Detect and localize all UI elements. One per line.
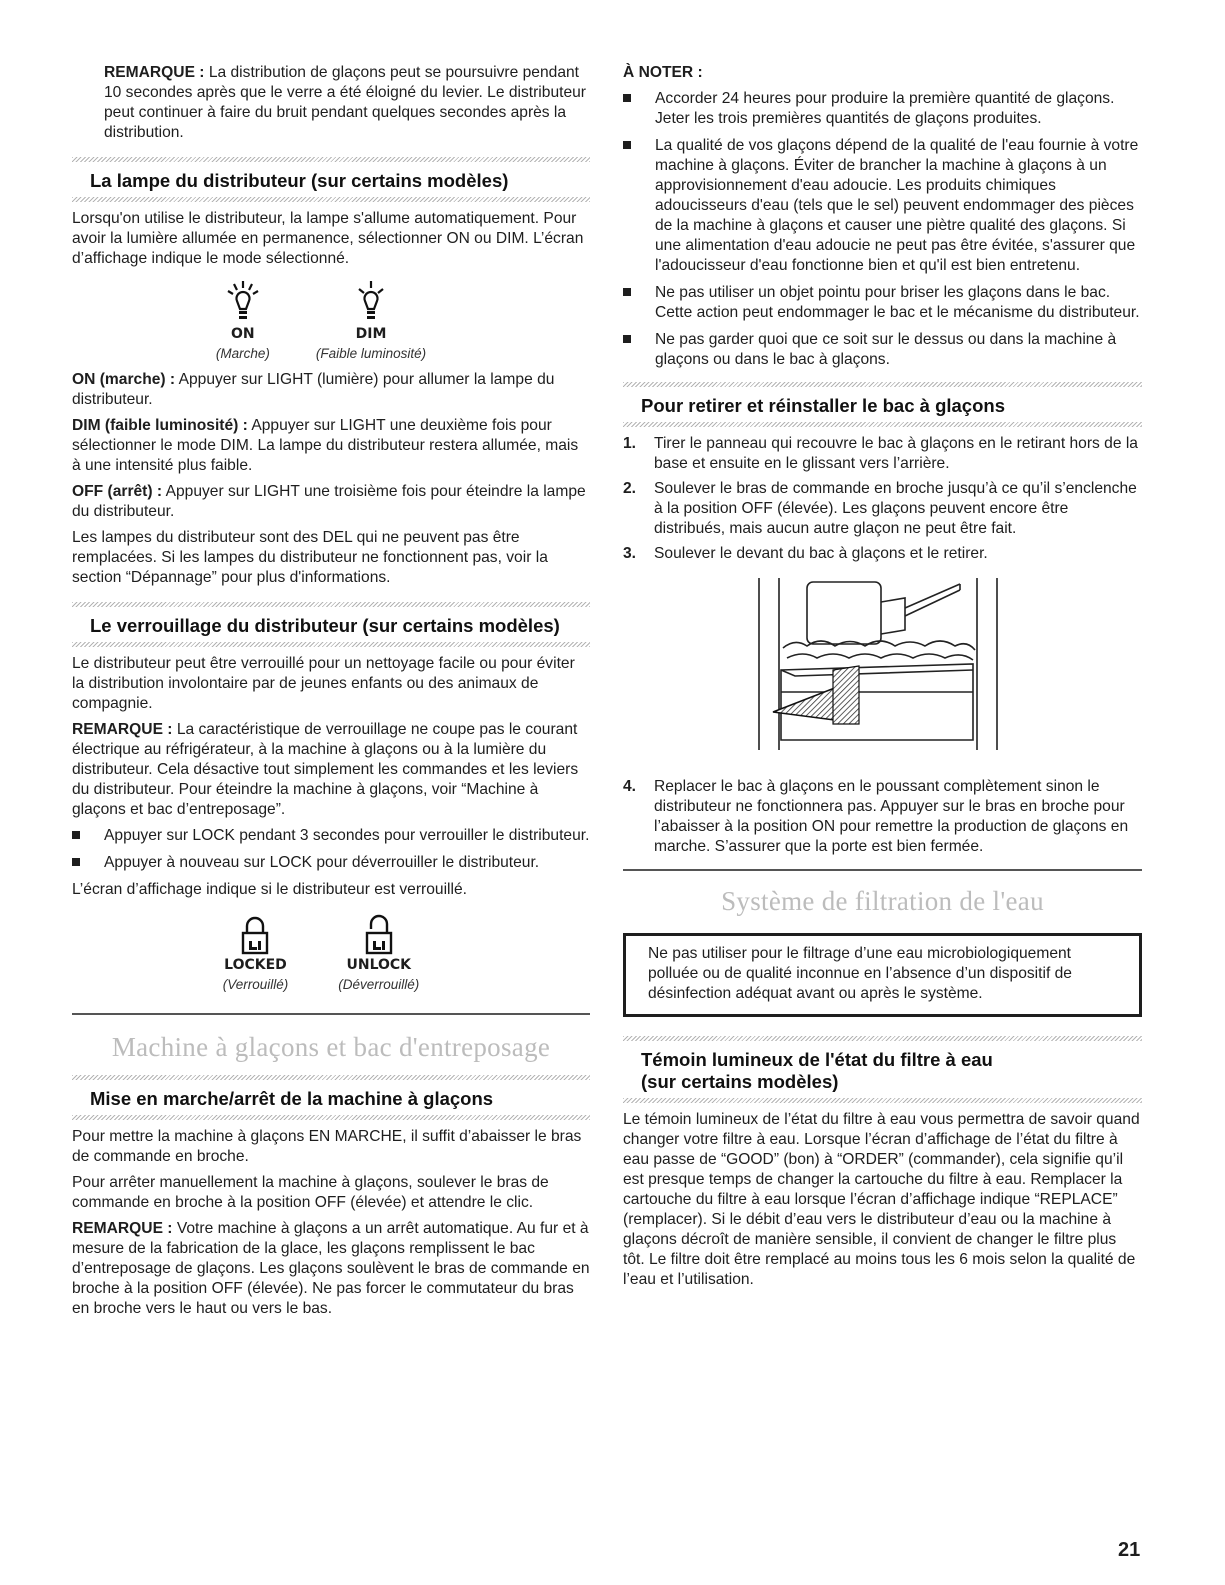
remove-steps	[623, 434, 1142, 564]
lock-section-heading: Le verrouillage du distributeur (sur certains modèles)	[72, 602, 590, 647]
lamp-dim-icon	[354, 279, 388, 325]
locked-label: LOCKED	[224, 957, 287, 973]
locked-caption: (Verrouillé)	[222, 977, 289, 992]
list-item: Appuyer sur LOCK pendant 3 secondes pour verrouiller le distributeur.	[72, 826, 590, 846]
unlock-caption: (Déverrouillé)	[338, 977, 420, 992]
lamp-on-caption: (Marche)	[215, 346, 270, 361]
divider	[623, 869, 1142, 871]
indicator-heading-line2: (sur certains modèles)	[641, 1071, 839, 1092]
page-number: 21	[1118, 1539, 1141, 1561]
replace-step	[623, 777, 1142, 857]
remove-section-heading: Pour retirer et réinstaller le bac à glaçons	[623, 382, 1142, 427]
locked-figure	[223, 914, 289, 993]
lamp-dim-caption: (Faible luminosité)	[315, 346, 427, 361]
unlock-figure	[338, 914, 419, 993]
left-column	[72, 63, 590, 1325]
list-item: 3. Soulever le devant du bac à glaçons et le retirer.	[623, 545, 988, 562]
list-item: La qualité de vos glaçons dépend de la qualité de l'eau fournie à votre machine à glaçons. Éviter de brancher la machine à glaçons à un approvisionnement d'eau adoucie. Les produits chimiques adoucisseurs d'eau (tels que le sel) peuvent endommager des pièces de la machine à glaçons et causer une piètre qualité des glaçons. Si une alimentation d'eau adoucie ne peut pas être évitée, s'assurer que l'adoucisseur d'eau fonctionne bien et qu'il est bien entretenu.	[623, 136, 1142, 276]
lamp-dim-figure	[316, 279, 426, 362]
indicator-section-heading	[623, 1036, 1142, 1103]
lock-note: REMARQUE : La caractéristique de verrouillage ne coupe pas le courant électrique au réfrigérateur, à la machine à glaçons ou à la lumière du distributeur. Cela désactive tout simplement les commandes et les leviers du distributeur. Pour éteindre la machine à glaçons, voir “Machine à glaçons et bac d’entreposage”.	[72, 721, 579, 818]
onoff-p2: Pour arrêter manuellement la machine à glaçons, soulever le bras de commande en broche à la position OFF (élevée) et attendre le clic.	[72, 1174, 549, 1211]
off-paragraph: OFF (arrêt) : Appuyer sur LIGHT une troisième fois pour éteindre la lampe du distributeur.	[72, 483, 586, 520]
divider	[72, 1013, 590, 1015]
list-item: Ne pas utiliser un objet pointu pour briser les glaçons dans le bac. Cette action peut endommager le bac et le mécanisme du distributeur.	[623, 283, 1142, 323]
onoff-p1: Pour mettre la machine à glaçons EN MARCHE, il suffit d’abaisser le bras de commande en broche.	[72, 1128, 582, 1165]
lock-bullets	[72, 826, 590, 873]
dim-paragraph: DIM (faible luminosité) : Appuyer sur LIGHT une deuxième fois pour sélectionner le mode DIM. La lampe du distributeur restera allumée, mais à une intensité plus faible.	[72, 417, 579, 474]
onoff-note: REMARQUE : Votre machine à glaçons a un arrêt automatique. Au fur et à mesure de la fabrication de la glace, les glaçons remplissent le bac d’entreposage de glaçons. Les glaçons soulèvent le bras de commande en broche à la position OFF (élevée). Ne pas forcer le commutateur du bras en broche vers le haut ou vers le bas.	[72, 1220, 590, 1317]
notes-list	[623, 89, 1142, 370]
led-paragraph: Les lampes du distributeur sont des DEL qui ne peuvent pas être remplacées. Si les lampes du distributeur ne fonctionnent pas, voir la section “Dépannage” pour plus d'informations.	[72, 529, 548, 586]
filter-title: Système de filtration de l'eau	[721, 886, 1044, 916]
lock-intro: Le distributeur peut être verrouillé pour un nettoyage facile ou pour éviter la distribution involontaire par de jeunes enfants ou des animaux de compagnie.	[72, 655, 575, 712]
lamp-icons	[72, 279, 590, 362]
unlocked-padlock-icon	[364, 914, 394, 956]
lock-icons	[72, 914, 590, 993]
right-column	[623, 63, 1142, 1296]
list-item: 2. Soulever le bras de commande en broche jusqu’à ce qu’il s’enclenche à la position OFF (élevée). Les glaçons peuvent encore être distribués, mais aucun autre glaçon ne peut être fait.	[623, 480, 1137, 537]
indicator-text: Le témoin lumineux de l’état du filtre à eau vous permettra de savoir quand changer votre filtre à eau. Lorsque l’écran d’affichage de l’état du filtre à eau passe de “GOOD” (bon) à “ORDER” (commander), cela signifie qu’il est presque temps de changer la cartouche du filtre à eau. Remplacer la cartouche du filtre à eau lorsque l’écran d’affichage indique “REPLACE” (remplacer). Si le débit d’eau vers le distributeur d’eau ou la machine à glaçons décroît de manière sensible, il convient de changer le filtre plus tôt. Le filtre doit être remplacé au moins tous les 6 mois selon la qualité de l’eau et l’utilisation.	[623, 1111, 1140, 1288]
lamp-on-icon	[226, 279, 260, 325]
unlock-label: UNLOCK	[346, 957, 412, 973]
list-item: Accorder 24 heures pour produire la première quantité de glaçons. Jeter les trois premières quantités de glaçons produites.	[623, 89, 1142, 129]
list-item: 4. Replacer le bac à glaçons en le poussant complètement sinon le distributeur ne fonctionnera pas. Appuyer sur le bras en broche pour l’abaisser à la position ON pour remettre la production de glaçons en marche. S’assurer que la porte est bien fermée.	[623, 778, 1129, 855]
on-paragraph: ON (marche) : Appuyer sur LIGHT (lumière) pour allumer la lampe du distributeur.	[72, 371, 555, 408]
warning-box	[623, 933, 1142, 1017]
indicator-heading-line1: Témoin lumineux de l'état du filtre à eau	[641, 1049, 993, 1070]
lamp-on-figure	[216, 279, 270, 362]
icemaker-title: Machine à glaçons et bac d'entreposage	[111, 1032, 551, 1062]
lamp-on-label: ON	[231, 326, 255, 342]
ice-bin-illustration	[623, 574, 1142, 765]
lamp-intro: Lorsqu'on utilise le distributeur, la lampe s'allume automatiquement. Pour avoir la lumière allumée en permanence, sélectionner ON ou DIM. L’écran d’affichage indique le mode sélectionné.	[72, 210, 584, 267]
lock-display-text: L’écran d’affichage indique si le distributeur est verrouillé.	[72, 881, 467, 898]
list-item: Appuyer à nouveau sur LOCK pour déverrouiller le distributeur.	[72, 853, 590, 873]
warning-text: Ne pas utiliser pour le filtrage d’une eau microbiologiquement polluée ou de qualité inconnue en l’absence d’un dispositif de désinfection adéquat avant ou après le système.	[648, 945, 1072, 1002]
lamp-section-heading: La lampe du distributeur (sur certains modèles)	[72, 157, 590, 202]
onoff-section-heading: Mise en marche/arrêt de la machine à glaçons	[72, 1075, 590, 1120]
locked-padlock-icon	[240, 914, 270, 956]
list-item: 1. Tirer le panneau qui recouvre le bac à glaçons en le retirant hors de la base et ensuite en le glissant vers l’arrière.	[623, 435, 1138, 472]
list-item: Ne pas garder quoi que ce soit sur le dessus ou dans la machine à glaçons ou dans le bac à glaçons.	[623, 330, 1142, 370]
lamp-dim-label: DIM	[355, 326, 387, 342]
notes-heading: À NOTER :	[623, 64, 703, 81]
note-paragraph: REMARQUE : La distribution de glaçons peut se poursuivre pendant 10 secondes après que le verre a été éloigné du levier. Le distributeur peut continuer à faire du bruit pendant quelques secondes après la distribution.	[104, 64, 586, 141]
